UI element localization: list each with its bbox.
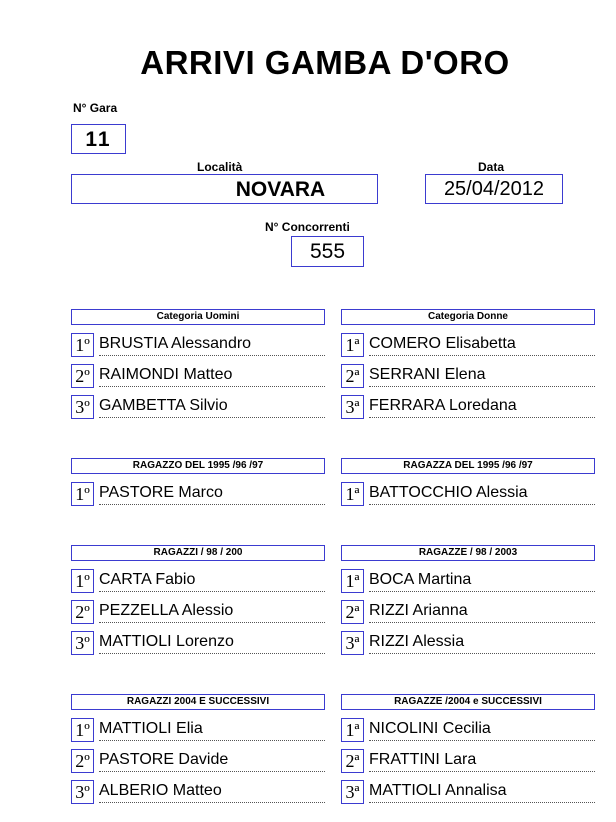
category-header-ragazzi-2004: RAGAZZI 2004 E SUCCESSIVI bbox=[71, 694, 325, 710]
rank-badge: 3º bbox=[71, 631, 94, 655]
rank-badge: 1ª bbox=[341, 718, 364, 742]
rank-badge: 3ª bbox=[341, 631, 364, 655]
winner-name: MATTIOLI Elia bbox=[99, 719, 325, 741]
rank-badge: 1º bbox=[71, 333, 94, 357]
winner-name: ALBERIO Matteo bbox=[99, 781, 325, 803]
localita-label: Località bbox=[197, 160, 243, 174]
winner-name: MATTIOLI Annalisa bbox=[369, 781, 595, 803]
category-header-donne: Categoria Donne bbox=[341, 309, 595, 325]
rank-badge: 2ª bbox=[341, 364, 364, 388]
rank-badge: 1ª bbox=[341, 333, 364, 357]
concorrenti-value: 555 bbox=[291, 236, 364, 267]
rank-badge: 1ª bbox=[341, 482, 364, 506]
category-header-ragazzi-98: RAGAZZI / 98 / 200 bbox=[71, 545, 325, 561]
rank-badge: 2ª bbox=[341, 749, 364, 773]
rank-badge: 2º bbox=[71, 749, 94, 773]
rank-badge: 3ª bbox=[341, 395, 364, 419]
winner-name: RIZZI Arianna bbox=[369, 601, 595, 623]
concorrenti-label: N° Concorrenti bbox=[265, 220, 350, 234]
data-value: 25/04/2012 bbox=[425, 174, 563, 204]
category-header-ragazzo-95-97: RAGAZZO DEL 1995 /96 /97 bbox=[71, 458, 325, 474]
localita-value: NOVARA bbox=[71, 174, 378, 204]
winner-name: PASTORE Davide bbox=[99, 750, 325, 772]
winner-name: COMERO Elisabetta bbox=[369, 334, 595, 356]
winner-name: NICOLINI Cecilia bbox=[369, 719, 595, 741]
category-header-ragazze-98: RAGAZZE / 98 / 2003 bbox=[341, 545, 595, 561]
winner-name: SERRANI Elena bbox=[369, 365, 595, 387]
gara-label: N° Gara bbox=[73, 101, 118, 115]
rank-badge: 2º bbox=[71, 600, 94, 624]
rank-badge: 3º bbox=[71, 395, 94, 419]
data-label: Data bbox=[478, 160, 505, 174]
rank-badge: 3ª bbox=[341, 780, 364, 804]
winner-name: FERRARA Loredana bbox=[369, 396, 595, 418]
rank-badge: 2º bbox=[71, 364, 94, 388]
winner-name: PEZZELLA Alessio bbox=[99, 601, 325, 623]
rank-badge: 1º bbox=[71, 569, 94, 593]
winner-name: BRUSTIA Alessandro bbox=[99, 334, 325, 356]
winner-name: PASTORE Marco bbox=[99, 483, 325, 505]
rank-badge: 2ª bbox=[341, 600, 364, 624]
rank-badge: 1ª bbox=[341, 569, 364, 593]
winner-name: CARTA Fabio bbox=[99, 570, 325, 592]
rank-badge: 3º bbox=[71, 780, 94, 804]
category-header-ragazza-95-97: RAGAZZA DEL 1995 /96 /97 bbox=[341, 458, 595, 474]
category-header-ragazze-2004: RAGAZZE /2004 e SUCCESSIVI bbox=[341, 694, 595, 710]
rank-badge: 1º bbox=[71, 718, 94, 742]
category-header-uomini: Categoria Uomini bbox=[71, 309, 325, 325]
winner-name: RIZZI Alessia bbox=[369, 632, 595, 654]
winner-name: FRATTINI Lara bbox=[369, 750, 595, 772]
winner-name: RAIMONDI Matteo bbox=[99, 365, 325, 387]
winner-name: BOCA Martina bbox=[369, 570, 595, 592]
winner-name: BATTOCCHIO Alessia bbox=[369, 483, 595, 505]
winner-name: MATTIOLI Lorenzo bbox=[99, 632, 325, 654]
page-title: ARRIVI GAMBA D'ORO bbox=[140, 44, 510, 81]
rank-badge: 1º bbox=[71, 482, 94, 506]
gara-value: 11 bbox=[71, 124, 126, 154]
winner-name: GAMBETTA Silvio bbox=[99, 396, 325, 418]
